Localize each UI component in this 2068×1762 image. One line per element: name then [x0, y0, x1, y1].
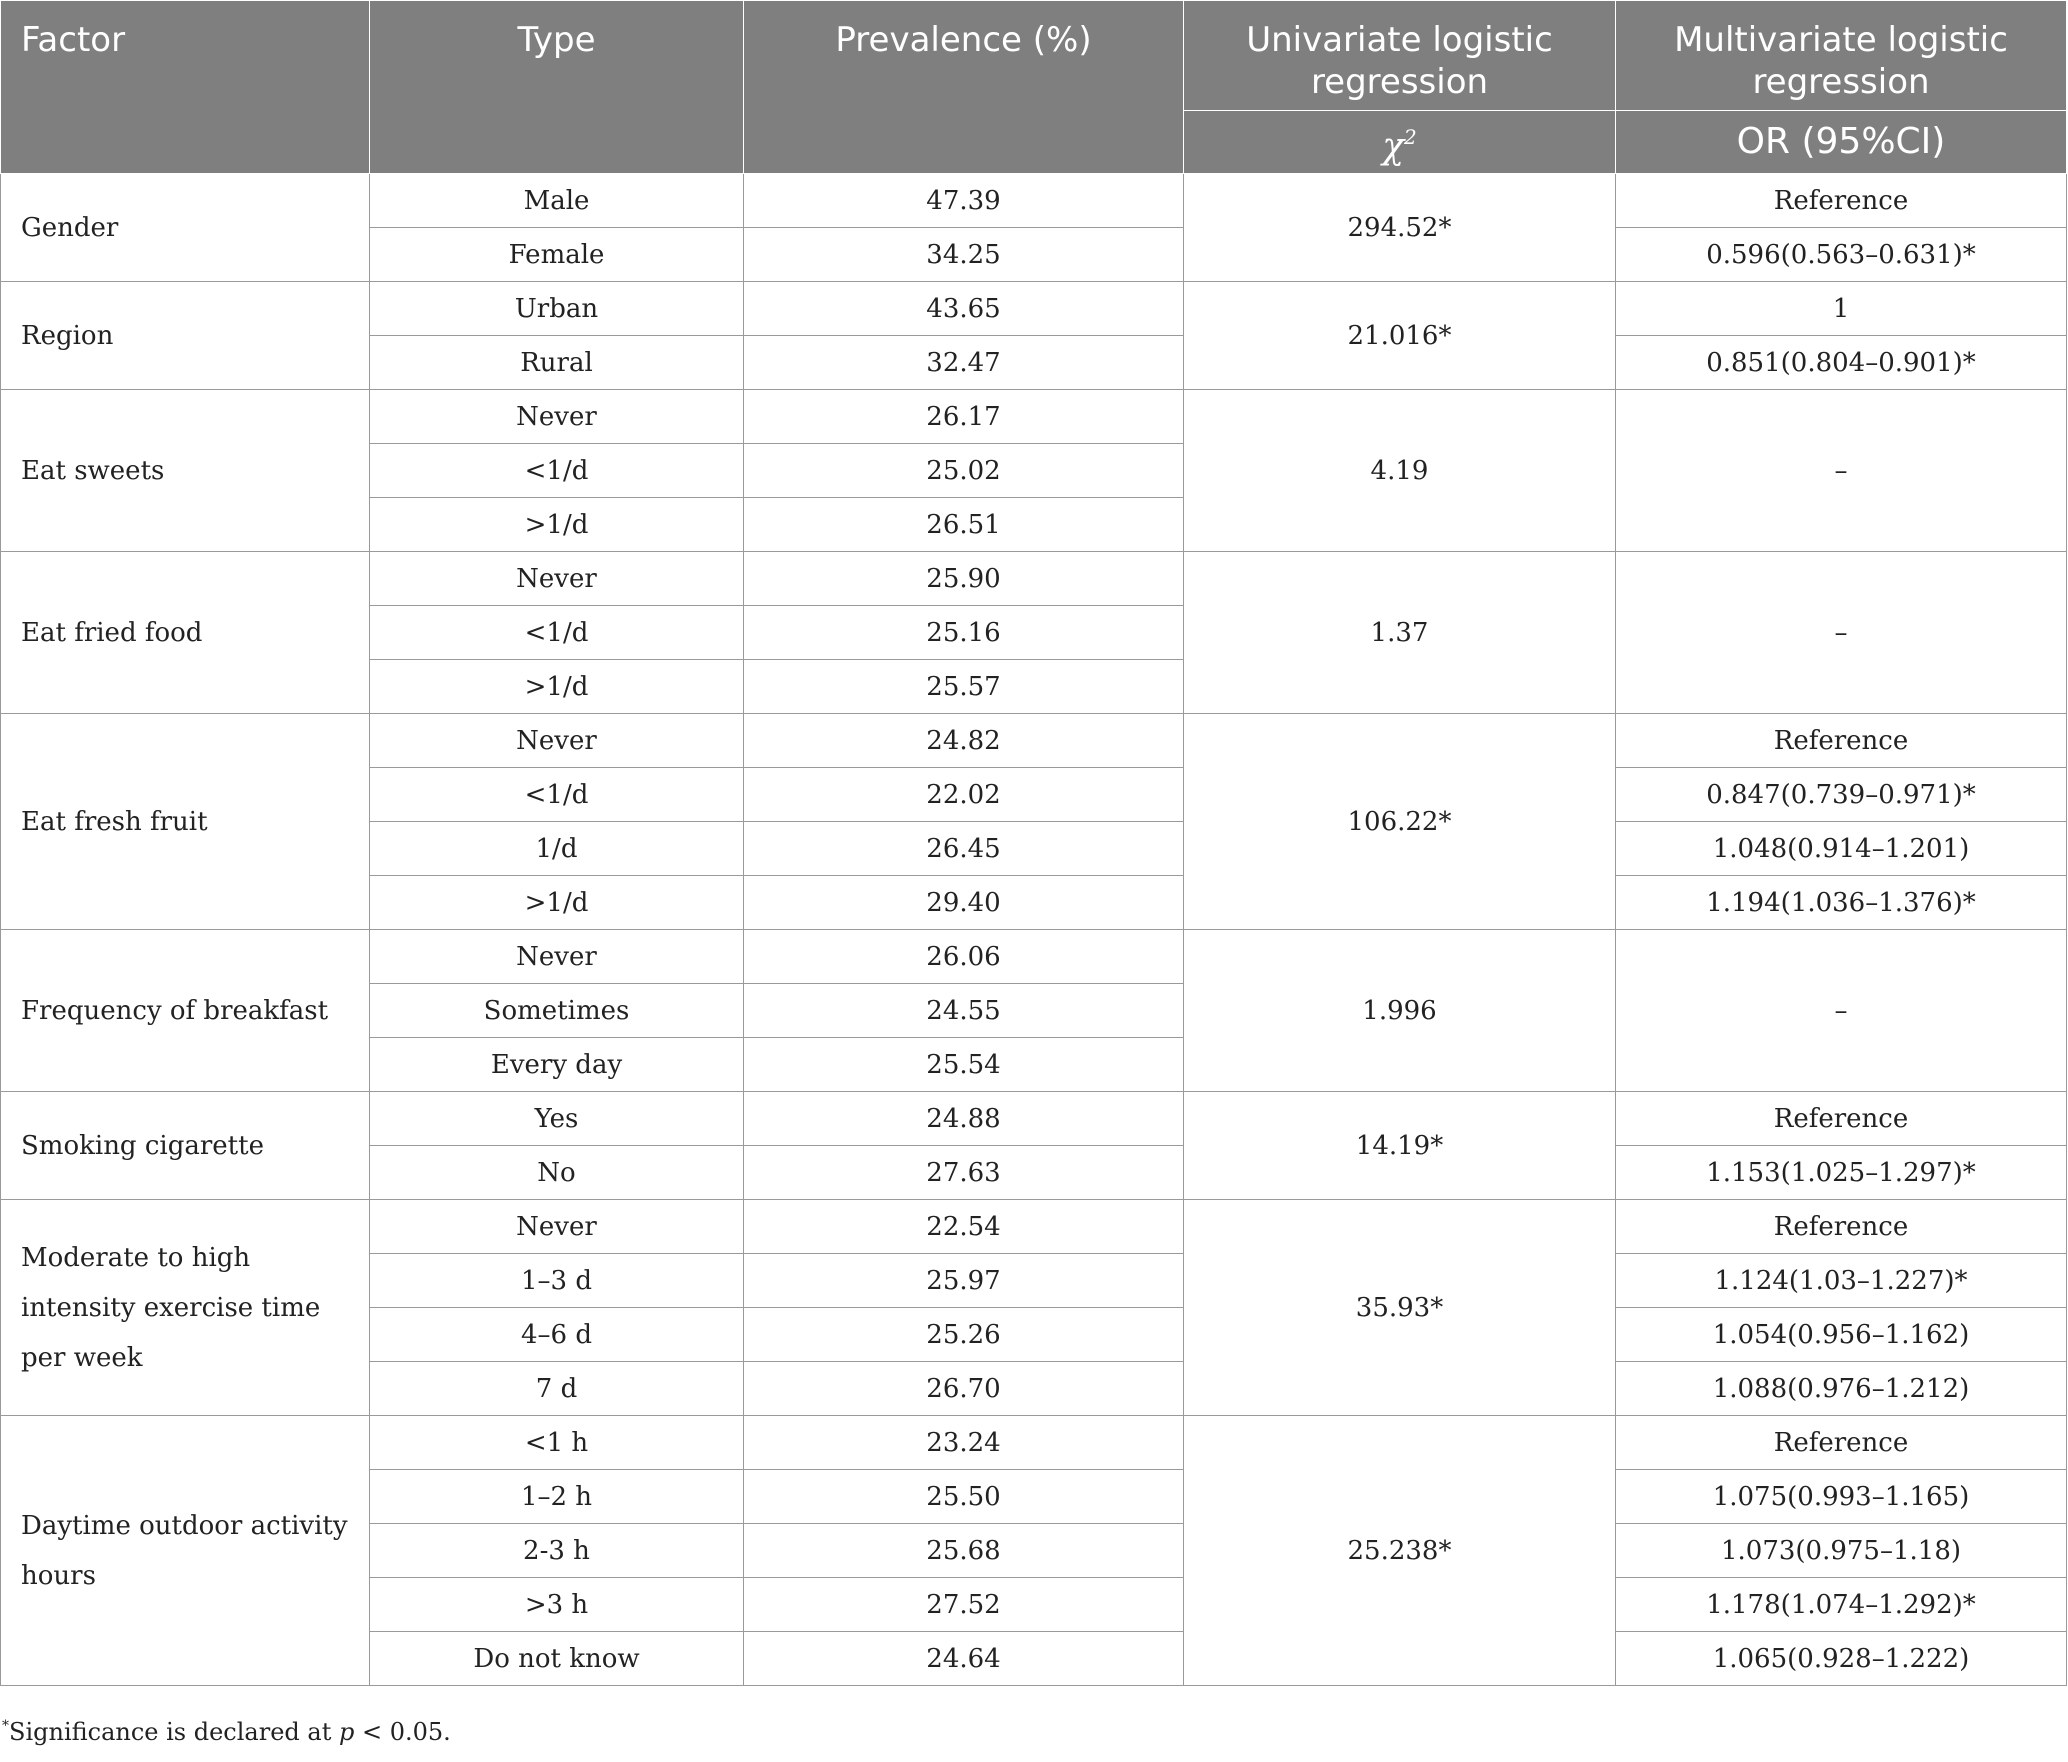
factor-cell: Smoking cigarette	[1, 1092, 370, 1200]
prevalence-cell: 34.25	[744, 228, 1184, 282]
prevalence-cell: 27.63	[744, 1146, 1184, 1200]
type-cell: 1/d	[370, 822, 744, 876]
type-cell: Rural	[370, 336, 744, 390]
table-row	[1, 930, 2067, 984]
prevalence-cell: 25.50	[744, 1470, 1184, 1524]
type-cell: 1–2 h	[370, 1470, 744, 1524]
footnote-threshold: < 0.05.	[354, 1718, 451, 1746]
factor-cell: Gender	[1, 174, 370, 282]
prevalence-cell: 24.64	[744, 1632, 1184, 1686]
factor-cell: Eat fried food	[1, 552, 370, 714]
footnote-mark: *	[2, 1718, 9, 1734]
footnote	[2, 1718, 451, 1746]
table-row	[1, 174, 2067, 228]
prevalence-cell: 23.24	[744, 1416, 1184, 1470]
odds-ratio-cell: 0.596(0.563–0.631)*	[1616, 228, 2067, 282]
header-multivariate: Multivariate logistic regression	[1616, 1, 2067, 111]
table-body	[1, 174, 2067, 1686]
chi-square-cell: 1.37	[1184, 552, 1616, 714]
prevalence-cell: 25.97	[744, 1254, 1184, 1308]
type-cell: <1/d	[370, 606, 744, 660]
odds-ratio-cell: 1.153(1.025–1.297)*	[1616, 1146, 2067, 1200]
factor-cell: Eat fresh fruit	[1, 714, 370, 930]
odds-ratio-cell: –	[1616, 930, 2067, 1092]
type-cell: >1/d	[370, 498, 744, 552]
prevalence-cell: 22.02	[744, 768, 1184, 822]
prevalence-cell: 27.52	[744, 1578, 1184, 1632]
type-cell: No	[370, 1146, 744, 1200]
factor-cell: Eat sweets	[1, 390, 370, 552]
header-or-ci: OR (95%CI)	[1616, 111, 2067, 174]
prevalence-cell: 25.02	[744, 444, 1184, 498]
odds-ratio-cell: Reference	[1616, 1092, 2067, 1146]
type-cell: Never	[370, 714, 744, 768]
header-prevalence: Prevalence (%)	[744, 1, 1184, 174]
type-cell: Do not know	[370, 1632, 744, 1686]
table-header	[1, 1, 2067, 174]
type-cell: Male	[370, 174, 744, 228]
table-row	[1, 714, 2067, 768]
header-univariate: Univariate logistic regression	[1184, 1, 1616, 111]
odds-ratio-cell: 1.124(1.03–1.227)*	[1616, 1254, 2067, 1308]
odds-ratio-cell: 1.088(0.976–1.212)	[1616, 1362, 2067, 1416]
prevalence-cell: 24.88	[744, 1092, 1184, 1146]
type-cell: >1/d	[370, 876, 744, 930]
chi-square-cell: 35.93*	[1184, 1200, 1616, 1416]
odds-ratio-cell: 0.851(0.804–0.901)*	[1616, 336, 2067, 390]
odds-ratio-cell: 1.194(1.036–1.376)*	[1616, 876, 2067, 930]
prevalence-cell: 24.82	[744, 714, 1184, 768]
odds-ratio-cell: 0.847(0.739–0.971)*	[1616, 768, 2067, 822]
type-cell: Never	[370, 1200, 744, 1254]
chi-symbol: χ	[1382, 126, 1405, 167]
table-row	[1, 282, 2067, 336]
odds-ratio-cell: Reference	[1616, 714, 2067, 768]
odds-ratio-cell: 1.048(0.914–1.201)	[1616, 822, 2067, 876]
chi-square-cell: 4.19	[1184, 390, 1616, 552]
odds-ratio-cell: 1.073(0.975–1.18)	[1616, 1524, 2067, 1578]
header-chi-square	[1184, 111, 1616, 174]
type-cell: 1–3 d	[370, 1254, 744, 1308]
factor-cell: Moderate to high intensity exercise time per week	[1, 1200, 370, 1416]
table-row	[1, 1092, 2067, 1146]
prevalence-cell: 47.39	[744, 174, 1184, 228]
chi-superscript: 2	[1404, 125, 1417, 149]
type-cell: 4–6 d	[370, 1308, 744, 1362]
prevalence-cell: 26.51	[744, 498, 1184, 552]
type-cell: <1 h	[370, 1416, 744, 1470]
prevalence-cell: 25.54	[744, 1038, 1184, 1092]
prevalence-cell: 43.65	[744, 282, 1184, 336]
type-cell: >3 h	[370, 1578, 744, 1632]
type-cell: >1/d	[370, 660, 744, 714]
type-cell: <1/d	[370, 768, 744, 822]
type-cell: Never	[370, 930, 744, 984]
prevalence-cell: 25.16	[744, 606, 1184, 660]
footnote-p-symbol: p	[338, 1718, 355, 1746]
prevalence-cell: 25.26	[744, 1308, 1184, 1362]
chi-square-cell: 106.22*	[1184, 714, 1616, 930]
prevalence-cell: 26.17	[744, 390, 1184, 444]
header-factor: Factor	[1, 1, 370, 174]
prevalence-cell: 32.47	[744, 336, 1184, 390]
odds-ratio-cell: Reference	[1616, 1416, 2067, 1470]
factor-cell: Daytime outdoor activity hours	[1, 1416, 370, 1686]
type-cell: 7 d	[370, 1362, 744, 1416]
type-cell: Female	[370, 228, 744, 282]
type-cell: 2-3 h	[370, 1524, 744, 1578]
type-cell: Yes	[370, 1092, 744, 1146]
odds-ratio-cell: 1.054(0.956–1.162)	[1616, 1308, 2067, 1362]
chi-square-cell: 25.238*	[1184, 1416, 1616, 1686]
chi-square-cell: 1.996	[1184, 930, 1616, 1092]
odds-ratio-cell: Reference	[1616, 174, 2067, 228]
chi-square-cell: 14.19*	[1184, 1092, 1616, 1200]
factor-cell: Frequency of breakfast	[1, 930, 370, 1092]
prevalence-cell: 26.70	[744, 1362, 1184, 1416]
type-cell: Sometimes	[370, 984, 744, 1038]
chi-square-cell: 21.016*	[1184, 282, 1616, 390]
prevalence-cell: 22.54	[744, 1200, 1184, 1254]
table-row	[1, 1416, 2067, 1470]
table-row	[1, 552, 2067, 606]
chi-square-cell: 294.52*	[1184, 174, 1616, 282]
prevalence-cell: 25.90	[744, 552, 1184, 606]
type-cell: Every day	[370, 1038, 744, 1092]
type-cell: Urban	[370, 282, 744, 336]
odds-ratio-cell: –	[1616, 552, 2067, 714]
table-row	[1, 390, 2067, 444]
prevalence-cell: 24.55	[744, 984, 1184, 1038]
footnote-text: Significance is declared at	[9, 1718, 339, 1746]
odds-ratio-cell: 1.065(0.928–1.222)	[1616, 1632, 2067, 1686]
odds-ratio-cell: –	[1616, 390, 2067, 552]
prevalence-cell: 26.45	[744, 822, 1184, 876]
prevalence-cell: 29.40	[744, 876, 1184, 930]
odds-ratio-cell: 1	[1616, 282, 2067, 336]
header-type: Type	[370, 1, 744, 174]
odds-ratio-cell: 1.178(1.074–1.292)*	[1616, 1578, 2067, 1632]
table-row	[1, 1200, 2067, 1254]
type-cell: Never	[370, 552, 744, 606]
odds-ratio-cell: Reference	[1616, 1200, 2067, 1254]
factor-cell: Region	[1, 282, 370, 390]
prevalence-cell: 25.57	[744, 660, 1184, 714]
odds-ratio-cell: 1.075(0.993–1.165)	[1616, 1470, 2067, 1524]
type-cell: <1/d	[370, 444, 744, 498]
prevalence-cell: 25.68	[744, 1524, 1184, 1578]
prevalence-cell: 26.06	[744, 930, 1184, 984]
type-cell: Never	[370, 390, 744, 444]
